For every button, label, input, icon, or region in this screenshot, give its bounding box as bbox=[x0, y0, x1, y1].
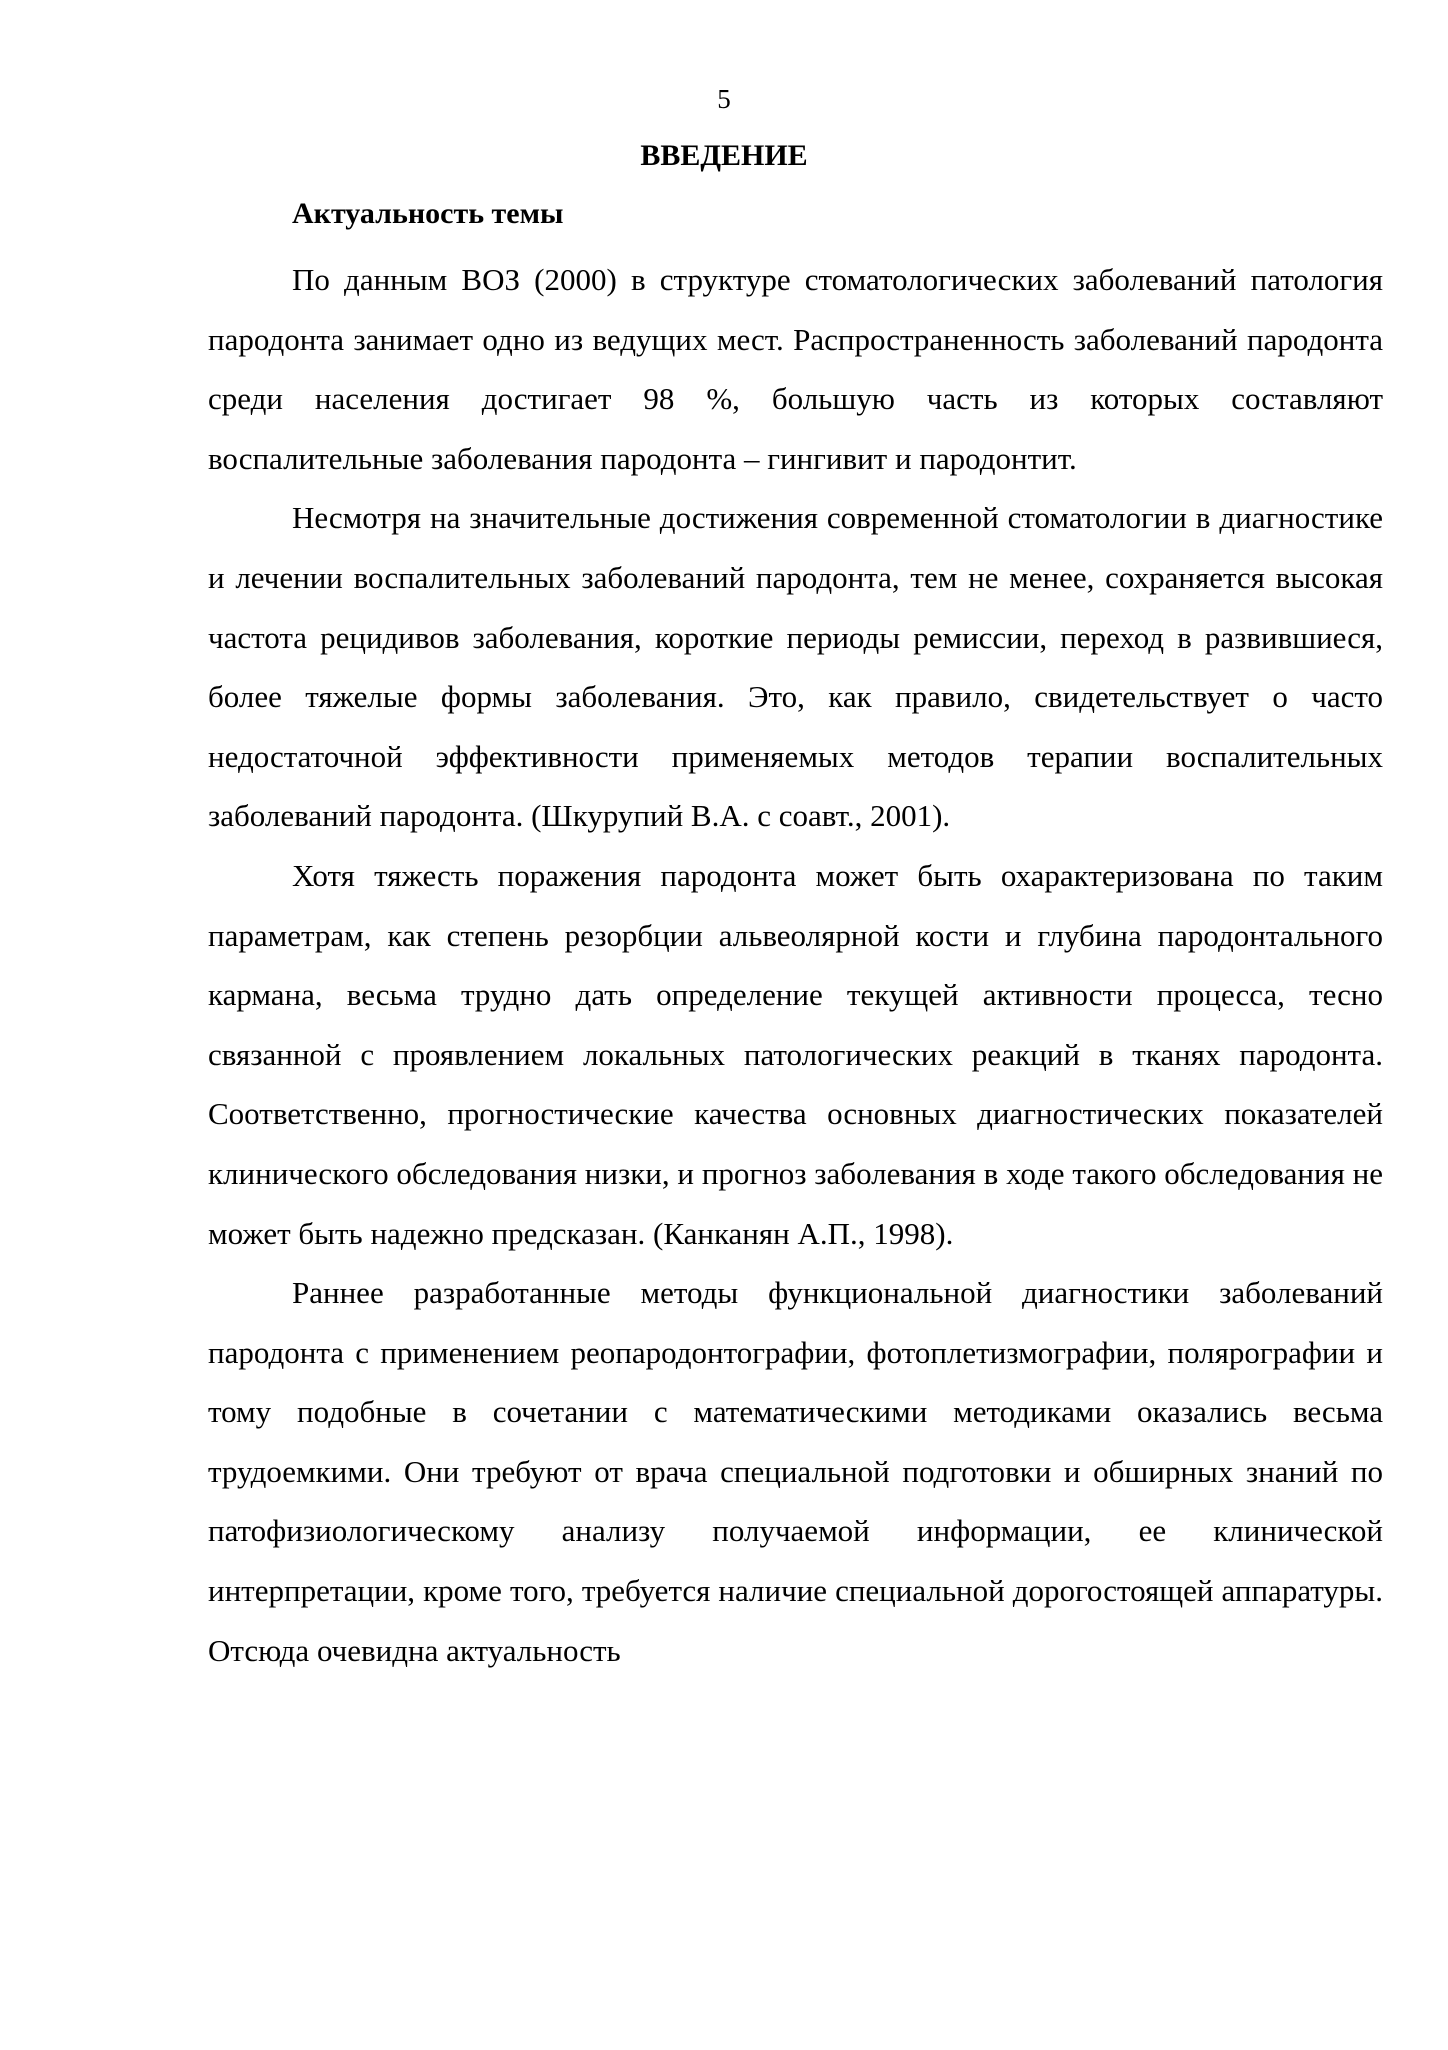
paragraph-3: Хотя тяжесть поражения пародонта может быть охарактеризована по таким параметрам, как степень резорбции альвеолярной кости и глубина пародонтального кармана, весьма трудно дать определение текущей активности процесса, тесно связанной с проявлением локальных патологических реакций в тканях пародонта. Соответственно, прогностические качества основных диагностических показателей клинического обследования низки, и прогноз заболевания в ходе такого обследования не может быть надежно предсказан. (Канканян А.П., 1998). bbox=[208, 857, 1383, 1251]
paragraph-4: Раннее разработанные методы функциональной диагностики заболеваний пародонта с применением реопародонтографии, фотоплетизмографии, полярографии и тому подобные в сочетании с математическими методиками оказались весьма трудоемкими. Они требуют от врача специальной подготовки и обширных знаний по патофизиологическому анализу получаемой информации, ее клинической интерпретации, кроме того, требуется наличие специальной дорогостоящей аппаратуры. Отсюда очевидна актуальность bbox=[208, 1275, 1383, 1668]
paragraph-2: Несмотря на значительные достижения современной стоматологии в диагностике и лечении воспалительных заболеваний пародонта, тем не менее, сохраняется высокая частота рецидивов заболевания, короткие периоды ремиссии, переход в развившиеся, более тяжелые формы заболевания. Это, как правило, свидетельствует о часто недостаточной эффективности применяемых методов терапии воспалительных заболеваний пародонта. (Шкурупий В.А. с соавт., 2001). bbox=[208, 500, 1383, 834]
subsection-heading: Актуальность темы bbox=[292, 197, 564, 230]
section-heading: ВВЕДЕНИЕ bbox=[640, 139, 808, 172]
paragraph-1: По данным ВОЗ (2000) в структуре стоматологических заболеваний патология пародонта занимает одно из ведущих мест. Распространенность заболеваний пародонта среди населения достигает 98 %, большую часть из которых составляют воспалительные заболевания пародонта – гингивит и пародонтит. bbox=[208, 262, 1383, 476]
body-text bbox=[208, 250, 1383, 1680]
page-number: 5 bbox=[717, 84, 731, 114]
